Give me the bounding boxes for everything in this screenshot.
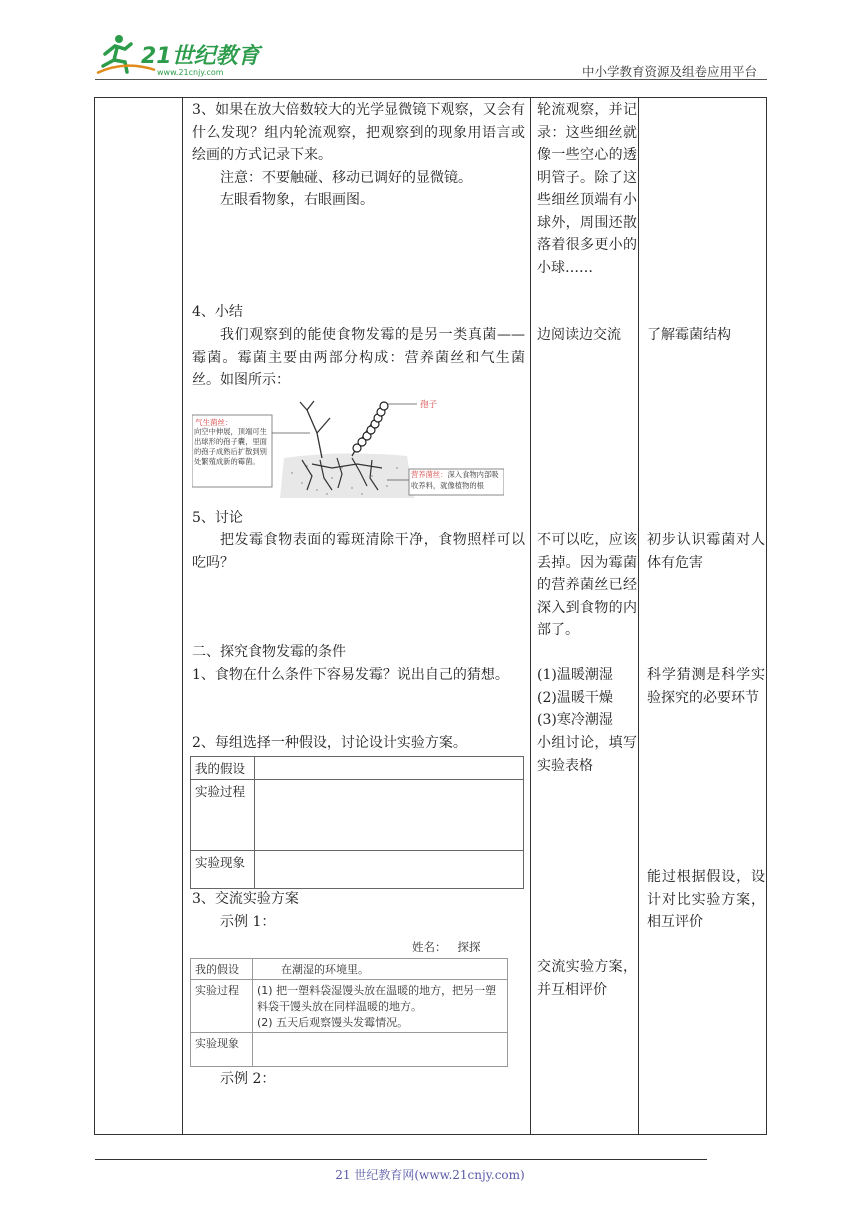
nutrient-hyphae-title: 营养菌丝： — [411, 470, 448, 479]
section-2-question-2: 2、每组选择一种假设，讨论设计实验方案。 — [192, 735, 467, 751]
process-label: 实验过程 — [191, 780, 255, 851]
goal-structure: 了解霉菌结构 — [647, 327, 731, 343]
svg-text:www.21cnjy.com: www.21cnjy.com — [157, 68, 224, 77]
hypothesis-label: 我的假设 — [191, 757, 255, 780]
logo-icon — [95, 32, 265, 78]
footer-text: 21 世纪教育网(www.21cnjy.com) — [335, 1168, 525, 1182]
example-process-step-1: (1) 把一塑料袋湿馒头放在温暖的地方，把另一塑料袋干馒头放在同样温暖的地方。 — [257, 984, 497, 1013]
example-2-label: 示例 2： — [220, 1071, 276, 1087]
example-phenomenon-label: 实验现象 — [191, 1033, 253, 1067]
exchange-activity: 交流实验方案，并互相评价 — [537, 959, 637, 998]
discuss-answer: 不可以吃，应该丢掉。因为霉菌的营养菌丝已经深入到食物的内部了。 — [537, 532, 637, 638]
group-activity: 小组讨论，填写实验表格 — [537, 735, 637, 774]
read-activity: 边阅读边交流 — [537, 327, 621, 343]
experiment-form — [190, 756, 524, 889]
page-header — [95, 32, 767, 80]
example-hypothesis-value: 在潮湿的环境里。 — [253, 959, 508, 980]
svg-text:气生菌丝：: 气生菌丝： — [195, 418, 233, 427]
section-2-question-1: 1、食物在什么条件下容易发霉？说出自己的猜想。 — [192, 667, 509, 683]
lesson-table — [94, 97, 767, 1135]
phenomenon-cell[interactable] — [255, 851, 524, 889]
discuss-text: 把发霉食物表面的霉斑清除干净，食物照样可以吃吗？ — [192, 532, 525, 571]
guess-2: (2)温暖干燥 — [537, 690, 613, 706]
svg-text:21世纪教育: 21世纪教育 — [141, 44, 260, 69]
guess-3: (3)寒冷潮湿 — [537, 712, 613, 728]
hypothesis-cell[interactable] — [255, 757, 524, 780]
platform-name: 中小学教育资源及组卷应用平台 — [581, 64, 757, 79]
svg-text:孢子: 孢子 — [420, 400, 438, 410]
guess-1: (1)温暖潮湿 — [537, 667, 613, 683]
drawing-note: 左眼看物象，右眼画图。 — [220, 192, 374, 208]
observe-activity: 轮流观察，并记录：这些细丝就像一些空心的透明管子。除了这些细丝顶端有小球外，周围还散落着很多更小的小球…… — [537, 102, 637, 276]
goal-design: 能过根据假设，设计对比实验方案，相互评价 — [647, 869, 765, 930]
phenomenon-label: 实验现象 — [191, 851, 255, 889]
mold-structure-diagram — [192, 398, 504, 498]
section-2-question-3: 3、交流实验方案 — [192, 891, 299, 907]
example-process-step-2: (2) 五天后观察馒头发霉情况。 — [257, 1016, 409, 1029]
example-1-table — [190, 958, 508, 1067]
column-divider — [182, 98, 183, 1134]
nutrient-hyphae-text: 深入食物内部吸收养料，就像植物的根 — [411, 470, 499, 490]
section-2-title: 二、探究食物发霉的条件 — [192, 644, 346, 660]
process-cell[interactable] — [255, 780, 524, 851]
footer-divider — [95, 1159, 707, 1160]
aerial-hyphae-text: 向空中伸展，顶端可生出球形的孢子囊，里面的孢子成熟后扩散到别处繁殖成新的霉菌。 — [194, 427, 267, 466]
question-3-text: 3、如果在放大倍数较大的光学显微镜下观察，又会有什么发现？组内轮流观察，把观察到的现象用语言或绘画的方式记录下来。 — [192, 102, 525, 163]
example-name: 姓名： 探探 — [412, 940, 481, 954]
header-divider — [95, 79, 767, 80]
summary-text: 我们观察到的能使食物发霉的是另一类真菌——霉菌。霉菌主要由两部分构成：营养菌丝和气生菌丝。如图所示： — [192, 327, 525, 388]
example-process-label: 实验过程 — [191, 980, 253, 1033]
microscope-note: 注意：不要触碰、移动已调好的显微镜。 — [220, 170, 472, 186]
example-1-label: 示例 1： — [220, 914, 276, 930]
summary-title: 4、小结 — [192, 304, 243, 320]
goal-harm: 初步认识霉菌对人体有危害 — [647, 532, 765, 571]
discuss-title: 5、讨论 — [192, 510, 243, 526]
column-divider — [638, 98, 639, 1134]
example-hypothesis-label: 我的假设 — [191, 959, 253, 980]
goal-guess: 科学猜测是科学实验探究的必要环节 — [647, 667, 765, 706]
column-divider — [530, 98, 531, 1134]
